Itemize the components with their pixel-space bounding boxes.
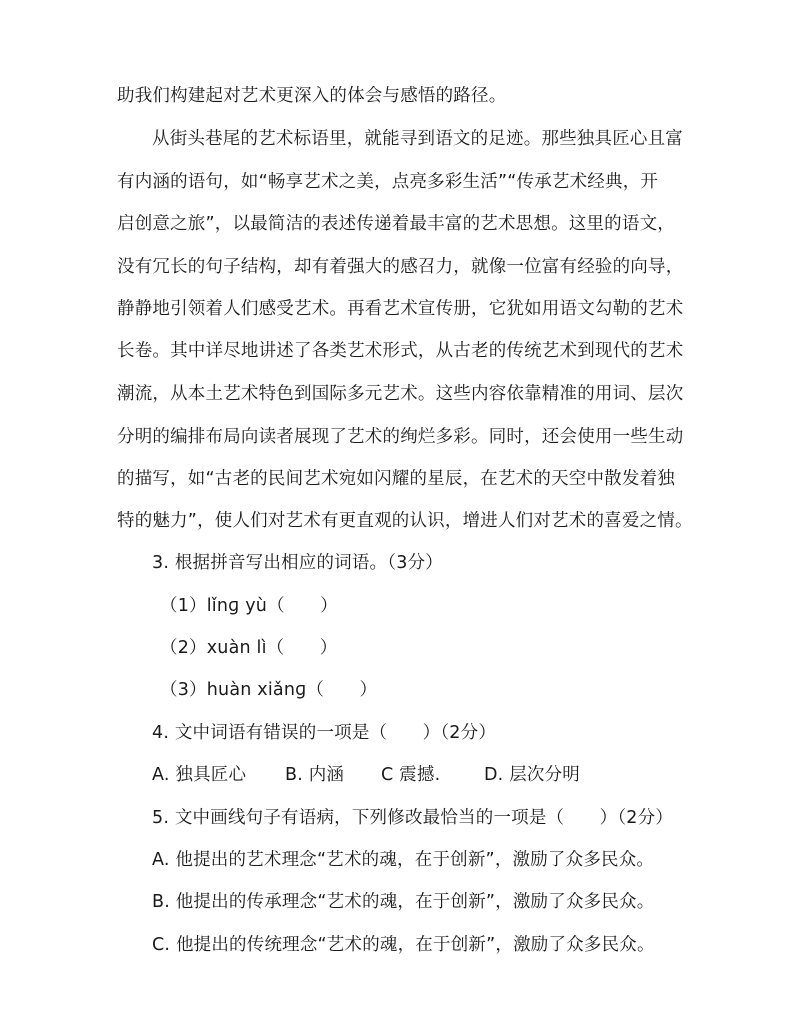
passage-line: 静静地引领着人们感受艺术。再看艺术宣传册，它犹如用语文勾勒的艺术 [117, 299, 684, 319]
question-3-stem: 3. 根据拼音写出相应的词语。（3分） [152, 553, 443, 573]
passage-line: 分明的编排布局向读者展现了艺术的绚烂多彩。同时，还会使用一些生动 [117, 427, 684, 447]
passage-line: 特的魅力”，使人们对艺术有更直观的认识，增进人们对艺术的喜爱之情。 [117, 511, 693, 531]
passage-line: 没有冗长的句子结构，却有着强大的感召力，就像一位富有经验的向导， [117, 257, 684, 277]
passage-line: 有内涵的语句，如“畅享艺术之美，点亮多彩生活”“传承艺术经典，开 [117, 172, 659, 192]
question-3-item-3: （3）huàn xiǎnɡ（ ） [160, 680, 378, 700]
question-4-option-a: A. 独具匠心 [152, 765, 247, 785]
question-4-stem: 4. 文中词语有错误的一项是（ ）（2分） [152, 723, 497, 743]
question-4-option-c: C 震撼. [381, 765, 441, 785]
passage-line: 长卷。其中详尽地讲述了各类艺术形式，从古老的传统艺术到现代的艺术 [117, 341, 684, 361]
passage-line: 潮流，从本土艺术特色到国际多元艺术。这些内容依靠精准的用词、层次 [117, 384, 684, 404]
question-5-option-b: B. 他提出的传承理念“艺术的魂，在于创新”，激励了众多民众。 [152, 892, 655, 912]
question-4-options [152, 763, 580, 787]
passage-line: 启创意之旅”，以最简洁的表述传递着最丰富的艺术思想。这里的语文， [117, 214, 675, 234]
question-3-item-2: （2）xuàn lì（ ） [160, 638, 338, 658]
passage-line: 从街头巷尾的艺术标语里，就能寻到语文的足迹。那些独具匠心且富 [152, 129, 683, 149]
question-5-option-a: A. 他提出的艺术理念“艺术的魂，在于创新”，激励了众多民众。 [152, 850, 655, 870]
question-4-option-d: D. 层次分明 [484, 765, 581, 785]
question-3-item-1: （1）lǐnɡ yù（ ） [160, 596, 338, 616]
question-5-option-c: C. 他提出的传统理念“艺术的魂，在于创新”，激励了众多民众。 [152, 935, 655, 955]
question-4-option-b: B. 内涵 [285, 765, 345, 785]
question-5-stem: 5. 文中画线句子有语病，下列修改最恰当的一项是（ ）（2分） [152, 808, 674, 828]
passage-line: 的描写，如“古老的民间艺术宛如闪耀的星辰，在艺术的天空中散发着独 [117, 469, 675, 489]
passage-line: 助我们构建起对艺术更深入的体会与感悟的路径。 [117, 86, 507, 106]
